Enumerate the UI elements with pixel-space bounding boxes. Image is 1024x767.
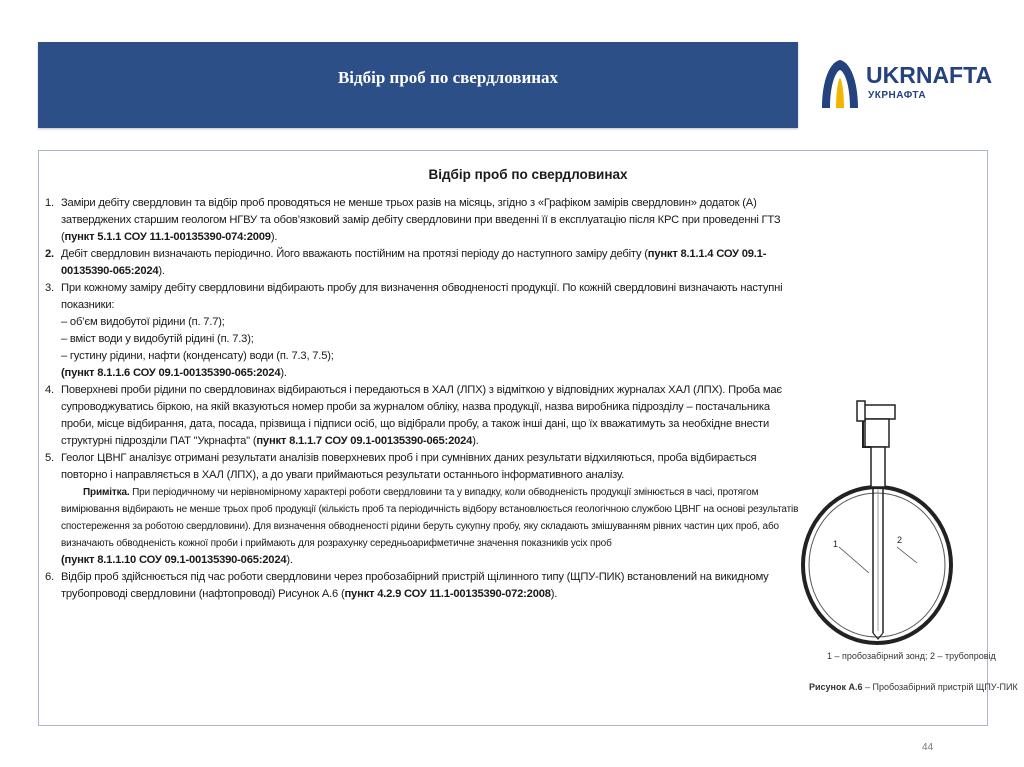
item-text: Заміри дебіту свердловин та відбір проб проводяться не менше трьох разів на місяць, згідно з «Графіком замірів свердловин» додаток (А) затверджених старшим геологом НГВУ та обов’язковий замір дебіту свердловини при введенні її в експлуатацію після КРС при проведенні ГТЗ ( [61,197,781,243]
indicator-line: – об’єм видобутої рідини (п. 7.7); [61,316,225,328]
item-number: 4. [45,384,54,396]
sampling-device-figure [799,397,1017,717]
item-number: 3. [45,282,54,294]
logo-subtitle: УКРНАФТА [868,90,927,101]
note-text: При періодичному чи нерівномірному характері роботи свердловини та у випадку, коли обводненість продукції змінюється в часі, протягом вимірювання відбирають не менше трьох проб продукції (кількість проб та періодичність відбору встановлюється геологічною службою ЦВНГ на основі результатів спостереження за роботою свердловини). Для визначення обводненості рідини беруть сукупну пробу, яку складають змішуванням рівних частин цих проб, або визначають обводненість кожної проби і приймають для розрахунку середньоарифметичне значення показників усіх проб [61,487,799,549]
pipe-diagram [799,397,1017,647]
document-title: Відбір проб по свердловинах [428,167,628,182]
banner-title: Відбір проб по свердловинах [337,68,559,87]
item-tail: ). [472,435,479,447]
list-item [45,382,805,450]
ukrnafta-logo [816,52,996,116]
figure-label-1: 1 [833,539,839,549]
item-tail: ). [270,231,278,243]
indicator-line: – густину рідини, нафти (конденсату) води (п. 7.3, 7.5); [61,350,334,362]
item-number: 1. [45,197,54,209]
logo-mark-icon [816,56,862,114]
document-body [45,195,805,603]
list-item [45,280,805,382]
item-text: Геолог ЦВНГ аналізує отримані результати аналізів поверхневих проб і при сумнівних даних результати відхиляються, проба відбирається повторно і направляється в ХАЛ (ЛПХ), а до уваги приймаються результати останнього інформативного аналізу. [61,452,757,481]
item-reference: пункт 8.1.1.7 СОУ 09.1-00135390-065:2024 [256,435,473,447]
item-tail: ). [158,265,165,277]
logo-wordmark: UKRNAFTA [866,62,993,88]
item-text: Відбір проб здійснюється під час роботи свердловини через пробозабірний пристрій щілинного типу (ЩПУ-ПИК) встановлений на викидному трубопроводі свердловини (нафтопроводі) Рисунок А.6 ( [61,571,769,600]
page-number: 44 [922,742,934,753]
note-reference-line [45,552,805,569]
title-banner [38,42,798,128]
note-label: Примітка. [83,487,130,498]
item-tail: ). [550,588,558,600]
caption-label: Рисунок А.6 [809,682,863,692]
indicator-line: – вміст води у видобутій рідині (п. 7.3); [61,333,254,345]
note-paragraph [45,484,805,552]
note-tail: ). [286,554,293,566]
item-text: Поверхневі проби рідини по свердловинах відбираються і передаються в ХАЛ (ЛПХ) з відміткою у відповідних журналах ХАЛ (ЛПХ). Проба має супроводжуватись біркою, на якій вказуються номер проби за журналом обліку, назва продукції, назва виробника підрозділу – постачальника проби, місце відбирання, дата, посада, прізвища і підписи осіб, що відібрали пробу, а також інші дані, що їх вважатимуть за необхідне внести структурні підрозділи ПАТ "Укрнафта" ( [61,384,782,447]
figure-legend: 1 – пробозабірний зонд; 2 – трубопровід [827,651,996,661]
list-item [45,569,805,603]
item-number: 2. [45,248,54,260]
content-panel [38,150,1018,726]
item-number: 6. [45,571,54,583]
item-reference: (пункт 8.1.1.6 СОУ 09.1-00135390-065:2024 [61,367,281,379]
item-text: При кожному заміру дебіту свердловини відбирають пробу для визначення обводненості продукції. По кожній свердловині визначають наступні показники: [61,282,783,311]
item-tail: ). [280,367,287,379]
figure-label-2: 2 [897,535,903,545]
note-reference: (пункт 8.1.1.10 СОУ 09.1-00135390-065:2024 [61,554,287,566]
list-item [45,246,805,280]
item-reference: пункт 8.1.1.4 СОУ 09.1-00135390-065:2024 [61,248,767,277]
item-reference: пункт 4.2.9 СОУ 11.1-00135390-072:2008 [344,588,551,600]
list-item [45,195,805,246]
item-text: Дебіт свердловин визначають періодично. Його вважають постійним на протязі періоду до наступного заміру дебіту ( [61,248,648,260]
item-reference: пункт 5.1.1 СОУ 11.1-00135390-074:2009 [64,231,271,243]
list-item [45,450,805,484]
figure-caption [809,682,1019,692]
caption-text: – Пробозабірний пристрій ЩПУ-ПИК [862,682,1018,692]
item-number: 5. [45,452,54,464]
